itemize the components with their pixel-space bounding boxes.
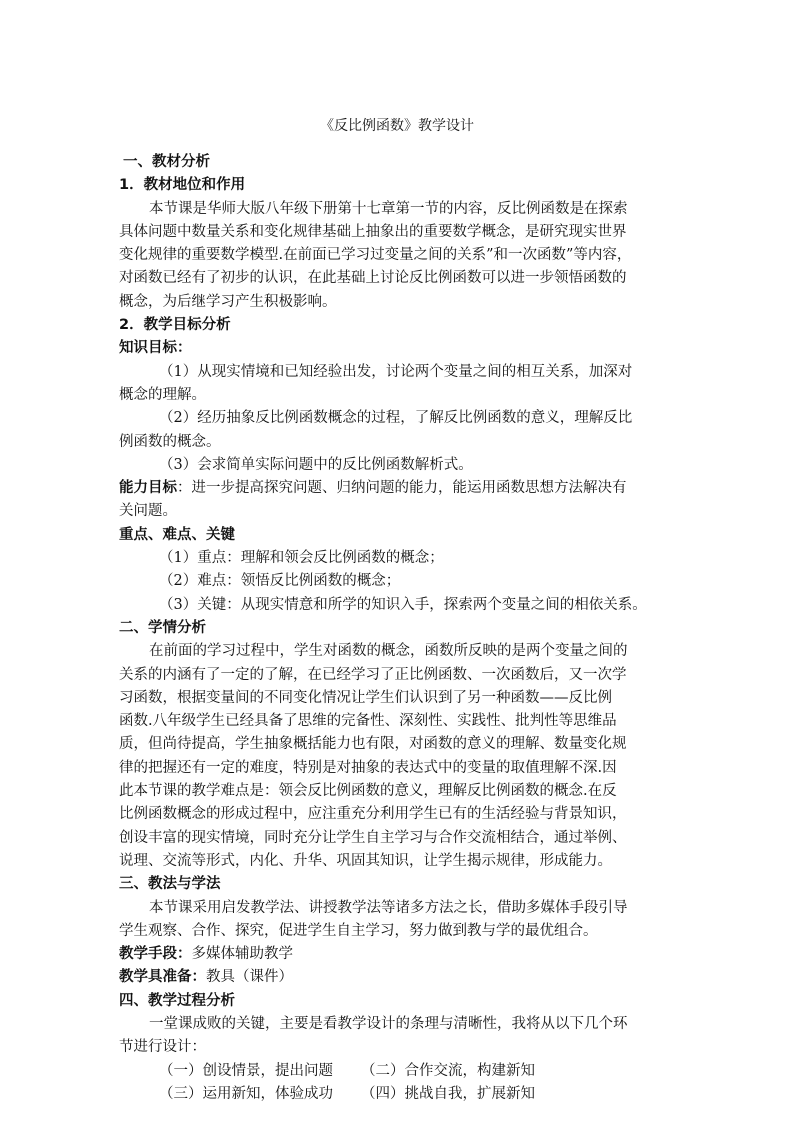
paragraph-line: 此本节课的教学难点是：领会反比例函数的意义，理解反比例函数的概念.在反 (119, 783, 617, 800)
paragraph-line: 习函数，根据变量间的不同变化情况让学生们认识到了另一种函数——反比例 (119, 689, 612, 706)
ability-goal (119, 477, 675, 500)
teaching-aids-text: 教具（课件） (206, 969, 293, 986)
knowledge-goals-label: 知识目标： (119, 340, 192, 357)
document-body (119, 151, 675, 1106)
knowledge-goal-3: （3）会求简单实际问题中的反比例函数解析式。 (159, 456, 473, 473)
subheading-teaching-goals: 2．教学目标分析 (119, 317, 231, 334)
key-points-heading: 重点、难点、关键 (119, 526, 235, 543)
process-step-1: （一）创设情景，提出问题 (159, 1062, 333, 1079)
paragraph-line: 本节课是华师大版八年级下册第十七章第一节的内容，反比例函数是在探索 (149, 200, 628, 217)
section-heading-process-analysis: 四、教学过程分析 (119, 992, 235, 1009)
paragraph-line: 节进行设计： (119, 1039, 206, 1056)
paragraph-line: 创设丰富的现实情境，同时充分让学生自主学习与合作交流相结合，通过举例、 (119, 829, 627, 846)
process-step-3: （三）运用新知，体验成功 (159, 1085, 333, 1102)
paragraph-line: 律的把握还有一定的难度，特别是对抽象的表达式中的变量的取值理解不深.因 (119, 759, 617, 776)
paragraph-line: 本节课采用启发教学法、讲授教学法等诸多方法之长，借助多媒体手段引导 (149, 899, 628, 916)
knowledge-goal-1: （1）从现实情境和已知经验出发，讨论两个变量之间的相互关系，加深对 (159, 363, 633, 380)
paragraph-line: 具体问题中数量关系和变化规律基础上抽象出的重要数学概念，是研究现实世界 (119, 223, 627, 240)
process-step-4: （四）挑战自我，扩展新知 (361, 1085, 535, 1102)
process-steps-row-2 (119, 1083, 675, 1106)
paragraph-line: 对函数已经有了初步的认识，在此基础上讨论反比例函数可以进一步领悟函数的 (119, 270, 627, 287)
process-step-2: （二）合作交流，构建新知 (361, 1062, 535, 1079)
paragraph-line: 一堂课成败的关键，主要是看教学设计的条理与清晰性，我将从以下几个环 (149, 1015, 628, 1032)
key-point-2: （2）难点：领悟反比例函数的概念； (159, 573, 401, 590)
paragraph-line: 质，但尚待提高，学生抽象概括能力也有限，对函数的意义的理解、数量变化规 (119, 736, 627, 753)
paragraph-line: 函数.八年级学生已经具备了思维的完备性、深刻性、实践性、批判性等思维品 (119, 713, 617, 730)
process-steps-row-1 (119, 1060, 675, 1083)
key-point-1: （1）重点：理解和领会反比例函数的概念； (159, 550, 444, 567)
paragraph-line: 说理、交流等形式，内化、升华、巩固其知识，让学生揭示规律，形成能力。 (119, 852, 612, 869)
teaching-aids (119, 966, 675, 989)
section-heading-teaching-methods: 三、教法与学法 (119, 876, 221, 893)
key-point-3: （3）关键：从现实情意和所学的知识入手，探索两个变量之间的相依关系。 (159, 596, 647, 613)
section-heading-learner-analysis: 二、学情分析 (119, 619, 206, 636)
paragraph-line: 变化规律的重要数学模型.在前面已学习过变量之间的关系”和一次函数”等内容， (119, 247, 632, 264)
paragraph-line: 学生观察、合作、探究，促进学生自主学习，努力做到教与学的最优组合。 (119, 922, 598, 939)
paragraph-line: 概念，为后继学习产生积极影响。 (119, 293, 337, 310)
knowledge-goal-2: （2）经历抽象反比例函数概念的过程，了解反比例函数的意义，理解反比 (159, 410, 633, 427)
knowledge-goal-1-cont: 概念的理解。 (119, 386, 206, 403)
teaching-means-label: 教学手段： (119, 946, 192, 963)
teaching-means-text: 多媒体辅助教学 (191, 946, 293, 963)
document-title: 《反比例函数》教学设计 (320, 118, 474, 134)
paragraph-line: 比例函数概念的形成过程中，应注重充分利用学生已有的生活经验与背景知识， (119, 806, 627, 823)
section-heading-textbook-analysis: 一、教材分析 (123, 154, 210, 170)
knowledge-goal-2-cont: 例函数的概念。 (119, 433, 221, 450)
paragraph-line: 关系的内涵有了一定的了解，在已经学习了正比例函数、一次函数后，又一次学 (119, 666, 627, 683)
paragraph-line: 在前面的学习过程中，学生对函数的概念，函数所反映的是两个变量之间的 (149, 643, 628, 660)
ability-goal-text: ：进一步提高探究问题、归纳问题的能力，能运用函数思想方法解决有 (177, 480, 627, 497)
teaching-means (119, 943, 675, 966)
ability-goal-label: 能力目标 (119, 480, 177, 497)
ability-goal-cont: 关问题。 (119, 503, 177, 520)
teaching-aids-label: 教学具准备： (119, 969, 206, 986)
subheading-status-and-role: 1．教材地位和作用 (119, 177, 246, 194)
